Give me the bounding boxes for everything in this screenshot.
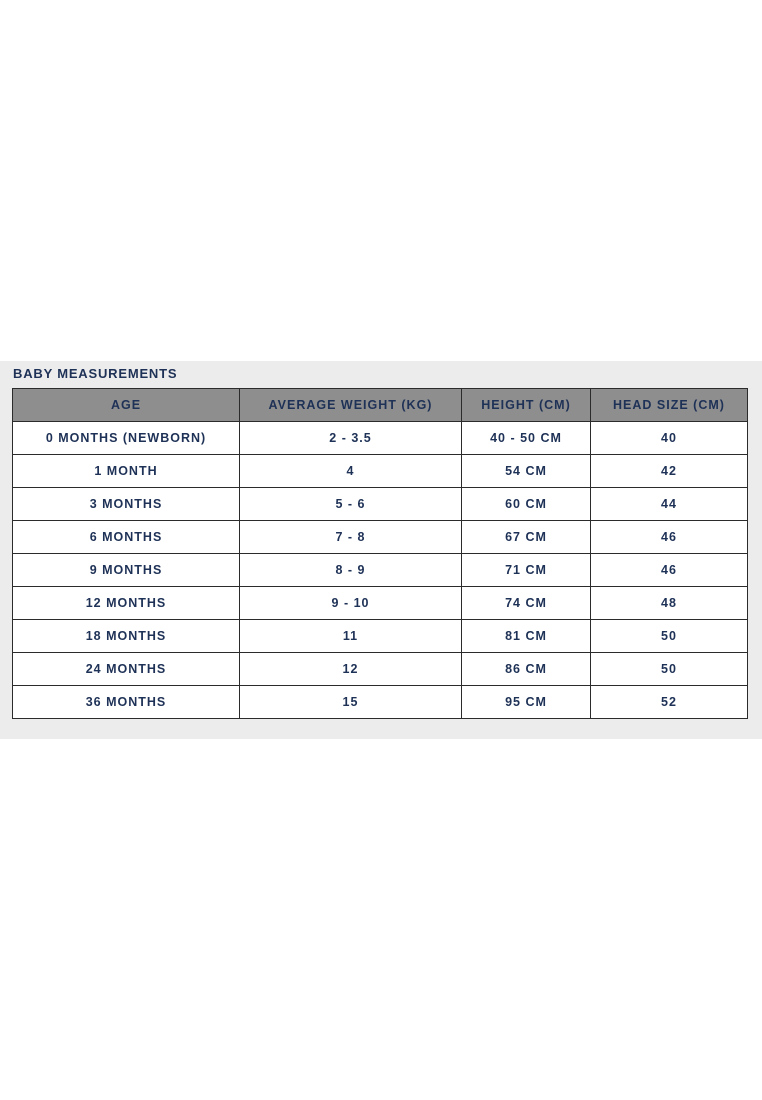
panel-title: BABY MEASUREMENTS — [13, 366, 178, 381]
cell-age: 6 MONTHS — [13, 521, 240, 554]
table-row — [13, 488, 748, 521]
cell-weight: 11 — [240, 620, 462, 653]
cell-weight: 12 — [240, 653, 462, 686]
table-row — [13, 587, 748, 620]
cell-age: 18 MONTHS — [13, 620, 240, 653]
cell-height: 95 CM — [462, 686, 591, 719]
measurements-panel — [0, 361, 762, 739]
measurements-table — [12, 388, 748, 719]
table-row — [13, 521, 748, 554]
cell-head-size: 46 — [591, 521, 748, 554]
cell-head-size: 50 — [591, 620, 748, 653]
cell-height: 81 CM — [462, 620, 591, 653]
cell-age: 0 MONTHS (NEWBORN) — [13, 422, 240, 455]
cell-head-size: 52 — [591, 686, 748, 719]
cell-height: 86 CM — [462, 653, 591, 686]
cell-weight: 4 — [240, 455, 462, 488]
header-head-size: HEAD SIZE (CM) — [591, 389, 748, 422]
table-row — [13, 455, 748, 488]
cell-age: 9 MONTHS — [13, 554, 240, 587]
table-header-row — [13, 389, 748, 422]
table-row — [13, 620, 748, 653]
table-row — [13, 653, 748, 686]
table-row — [13, 554, 748, 587]
cell-age: 12 MONTHS — [13, 587, 240, 620]
cell-height: 40 - 50 CM — [462, 422, 591, 455]
cell-height: 71 CM — [462, 554, 591, 587]
cell-weight: 8 - 9 — [240, 554, 462, 587]
cell-head-size: 44 — [591, 488, 748, 521]
cell-head-size: 48 — [591, 587, 748, 620]
header-age: AGE — [13, 389, 240, 422]
cell-age: 3 MONTHS — [13, 488, 240, 521]
cell-weight: 15 — [240, 686, 462, 719]
cell-age: 1 MONTH — [13, 455, 240, 488]
cell-age: 36 MONTHS — [13, 686, 240, 719]
cell-height: 60 CM — [462, 488, 591, 521]
cell-weight: 5 - 6 — [240, 488, 462, 521]
cell-height: 54 CM — [462, 455, 591, 488]
cell-head-size: 42 — [591, 455, 748, 488]
table-row — [13, 422, 748, 455]
cell-height: 67 CM — [462, 521, 591, 554]
cell-age: 24 MONTHS — [13, 653, 240, 686]
cell-head-size: 46 — [591, 554, 748, 587]
cell-height: 74 CM — [462, 587, 591, 620]
cell-weight: 9 - 10 — [240, 587, 462, 620]
cell-weight: 2 - 3.5 — [240, 422, 462, 455]
table-row — [13, 686, 748, 719]
cell-head-size: 40 — [591, 422, 748, 455]
header-average-weight: AVERAGE WEIGHT (KG) — [240, 389, 462, 422]
header-height: HEIGHT (CM) — [462, 389, 591, 422]
cell-head-size: 50 — [591, 653, 748, 686]
cell-weight: 7 - 8 — [240, 521, 462, 554]
